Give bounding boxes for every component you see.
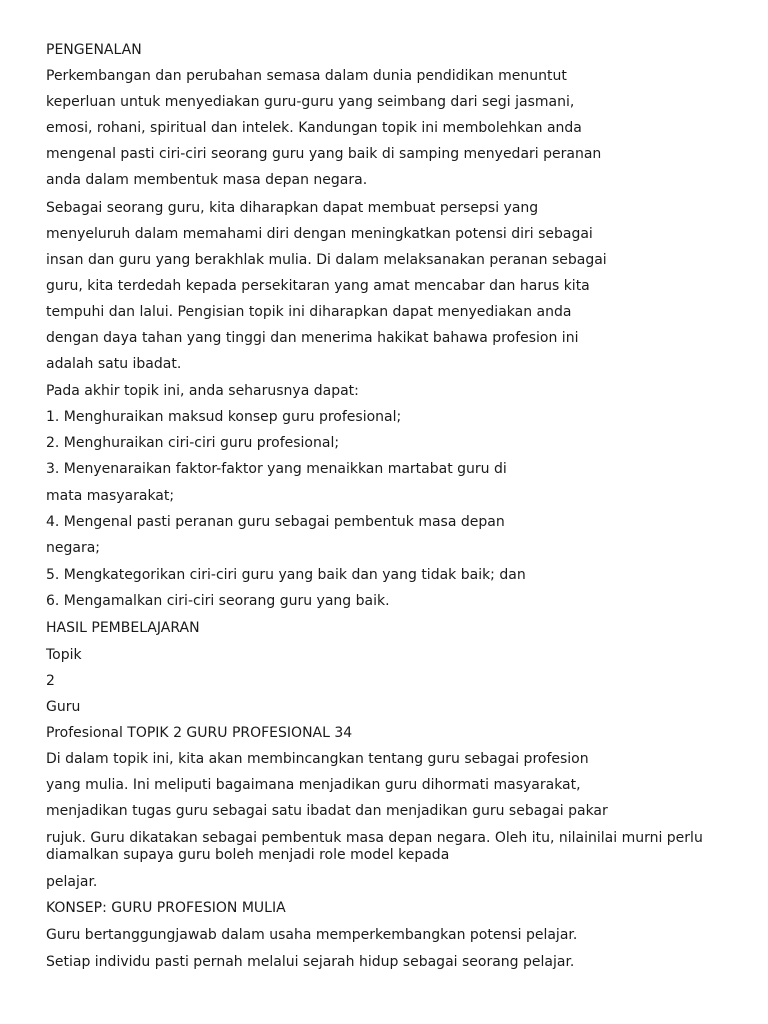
text-line: menyeluruh dalam memahami diri dengan meningkatkan potensi diri sebagai — [46, 226, 593, 242]
text-line: keperluan untuk menyediakan guru-guru yang seimbang dari segi jasmani, — [46, 94, 575, 110]
list-item: 4. Mengenal pasti peranan guru sebagai pembentuk masa depan — [46, 514, 505, 530]
text-line: tempuhi dan lalui. Pengisian topik ini diharapkan dapat menyediakan anda — [46, 304, 572, 320]
text-line: dengan daya tahan yang tinggi dan menerima hakikat bahawa profesion ini — [46, 330, 579, 346]
text-line: yang mulia. Ini meliputi bagaimana menjadikan guru dihormati masyarakat, — [46, 777, 581, 793]
text-line: Perkembangan dan perubahan semasa dalam dunia pendidikan menuntut — [46, 68, 567, 84]
heading-konsep: KONSEP: GURU PROFESION MULIA — [46, 900, 286, 916]
text-line: insan dan guru yang berakhlak mulia. Di dalam melaksanakan peranan sebagai — [46, 252, 607, 268]
list-item: 2. Menghuraikan ciri-ciri guru profesional; — [46, 435, 340, 451]
text-line: mengenal pasti ciri-ciri seorang guru yang baik di samping menyedari peranan — [46, 146, 602, 162]
text-line: anda dalam membentuk masa depan negara. — [46, 172, 368, 188]
text-line: emosi, rohani, spiritual dan intelek. Kandungan topik ini membolehkan anda — [46, 120, 582, 136]
text-line: Guru — [46, 699, 81, 715]
list-item: 5. Mengkategorikan ciri-ciri guru yang baik dan yang tidak baik; dan — [46, 567, 526, 583]
heading-pengenalan: PENGENALAN — [46, 42, 142, 58]
text-line: Guru bertanggungjawab dalam usaha memperkembangkan potensi pelajar. — [46, 927, 578, 943]
text-line: Profesional TOPIK 2 GURU PROFESIONAL 34 — [46, 725, 353, 741]
list-item: 1. Menghuraikan maksud konsep guru profesional; — [46, 409, 402, 425]
text-line: pelajar. — [46, 874, 98, 890]
text-line: Topik — [46, 647, 82, 663]
text-line: guru, kita terdedah kepada persekitaran yang amat mencabar dan harus kita — [46, 278, 590, 294]
text-line: Sebagai seorang guru, kita diharapkan dapat membuat persepsi yang — [46, 200, 539, 216]
text-line: 2 — [46, 673, 55, 689]
text-line: Di dalam topik ini, kita akan membincangkan tentang guru sebagai profesion — [46, 751, 589, 767]
text-line: Pada akhir topik ini, anda seharusnya dapat: — [46, 383, 359, 399]
text-line: menjadikan tugas guru sebagai satu ibadat dan menjadikan guru sebagai pakar — [46, 803, 608, 819]
text-line-wrapped: rujuk. Guru dikatakan sebagai pembentuk masa depan negara. Oleh itu, nilainilai murni perlu diamalkan supaya guru boleh menjadi role model kepada — [46, 830, 703, 863]
heading-hasil-pembelajaran: HASIL PEMBELAJARAN — [46, 620, 200, 636]
list-item-continuation: mata masyarakat; — [46, 488, 175, 504]
list-item: 6. Mengamalkan ciri-ciri seorang guru yang baik. — [46, 593, 390, 609]
list-item: 3. Menyenaraikan faktor-faktor yang menaikkan martabat guru di — [46, 461, 507, 477]
text-line: Setiap individu pasti pernah melalui sejarah hidup sebagai seorang pelajar. — [46, 954, 575, 970]
text-line: adalah satu ibadat. — [46, 356, 182, 372]
list-item-continuation: negara; — [46, 540, 101, 556]
